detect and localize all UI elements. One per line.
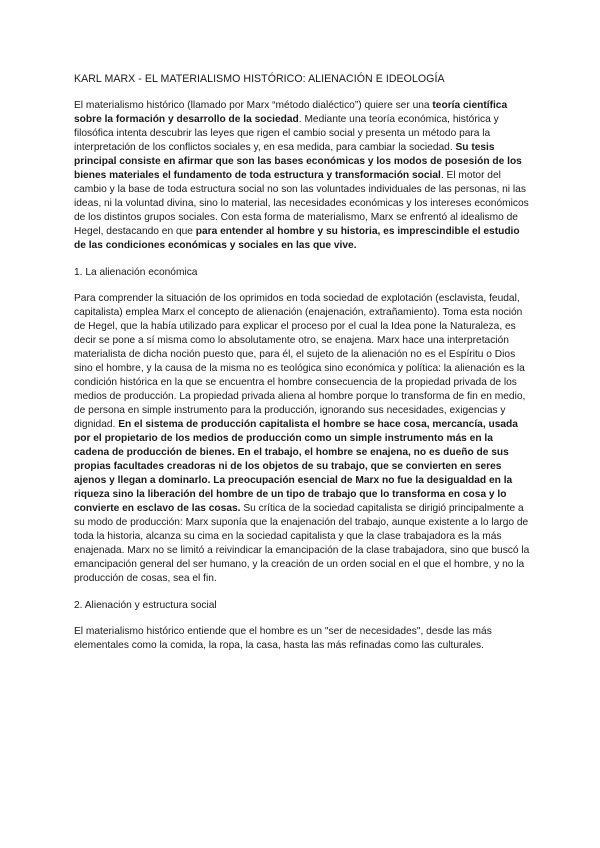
bold-text-run: teoría científica sobre la formación y desarrollo de la sociedad (74, 100, 508, 126)
document-body (74, 72, 530, 665)
text-run: . Mediante una teoría económica, histórica y filosófica intenta descubrir las leyes que rigen el cambio social y presenta un método para la interpretación de los conflictos sociales y, en esa medida, para cambiar la sociedad. (74, 114, 499, 154)
bold-text-run: Su tesis principal consiste en afirmar que son las bases económicas y los modos de posesión de los bienes materiales el fundamento de toda estructura y transformación social (74, 142, 522, 182)
text-run: Su crítica de la sociedad capitalista se dirigió principalmente a su modo de producción: Marx suponía que la enajenación del trabajo, aunque existente a lo largo de toda la historia, alcanza su cima en la sociedad capitalista y que la clase trabajadora es la más enajenada. Marx no se limitó a reivindicar la emancipación de la clase trabajadora, sino que buscó la emancipación general del ser humano, y la creación de un orden social en el que el hombre, y no la producción de cosas, sea el fin. (74, 503, 530, 585)
paragraph-alienacion-economica (74, 292, 530, 587)
bold-text-run: En el sistema de producción capitalista el hombre se hace cosa, mercancía, usada por el propietario de los medios de producción como un simple instrumento más en la cadena de producción de bienes. En el trabajo, el hombre se enajena, no es dueño de sus propias facultades creadoras ni de los objetos de su trabajo, que se convierten en seres ajenos y llegan a dominarlo. La preocupación esencial de Marx no fue la desigualdad en la riqueza sino la liberación del hombre de un tipo de trabajo que lo transforma en cosa y lo convierte en esclavo de las cosas. (74, 418, 518, 515)
paragraph-introduction (74, 99, 530, 254)
section-heading-estructura-social: 2. Alienación y estructura social (74, 599, 217, 611)
text-run: . El motor del cambio y la base de toda estructura social no son las voluntades individuales de las personas, ni las ideas, ni la voluntad divina, sino lo material, las necesidades económicas y los intereses económicos de los distintos grupos sociales. Con esta forma de materialismo, Marx se enfrentó al idealismo de Hegel, destacando en que (74, 170, 529, 238)
document-title: KARL MARX - EL MATERIALISMO HISTÓRICO: ALIENACIÓN E IDEOLOGÍA (74, 73, 445, 85)
bold-text-run: para entender al hombre y su historia, es imprescindible el estudio de las condiciones económicas y sociales en las que vive. (74, 226, 520, 252)
text-run: El materialismo histórico (llamado por Marx “método dialéctico”) quiere ser una (74, 100, 433, 111)
text-run: El materialismo histórico entiende que el hombre es un "ser de necesidades", desde las más elementales como la comida, la ropa, la casa, hasta las más refinadas como las culturales. (74, 625, 492, 651)
paragraph-estructura-social (74, 625, 530, 653)
text-run: Para comprender la situación de los oprimidos en toda sociedad de explotación (esclavista, feudal, capitalista) emplea Marx el concepto de alienación (enajenación, extrañamiento). Toma esta noción de Hegel, que la había utilizado para explicar el proceso por el cual la Idea pone la Naturaleza, es decir se pone a sí misma como lo absolutamente otro, se enajena. Marx hace una interpretación materialista de dicha noción puesto que, para él, el sujeto de la alienación no es el Espíritu o Dios sino el hombre, y la causa de la misma no es teológica sino económica y política: la alienación es la condición histórica en la que se encuentra el hombre consecuencia de la propiedad privada de los medios de producción. La propiedad privada aliena al hombre porque lo transforma de fin en medio, de persona en simple instrumento para la producción, ignorando sus necesidades, exigencias y dignidad. (74, 292, 526, 430)
section-heading-alienacion-economica: 1. La alienación económica (74, 266, 198, 278)
